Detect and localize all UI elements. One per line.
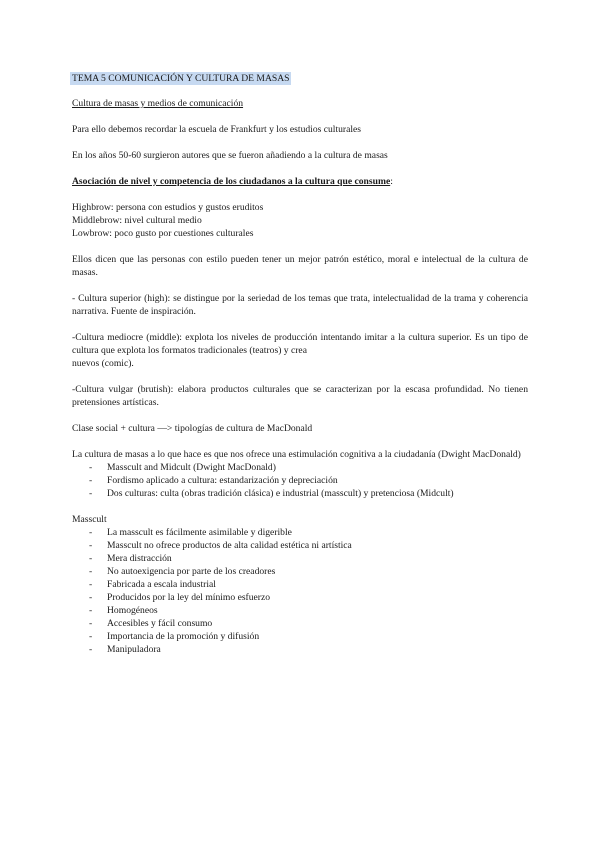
list-item: - Masscult no ofrece productos de alta calidad estética ni artística bbox=[89, 540, 352, 551]
dash-bullet: - bbox=[89, 605, 93, 616]
list-item: - La masscult es fácilmente asimilable y digerible bbox=[89, 527, 292, 538]
list-item: - Dos culturas: culta (obras tradición clásica) e industrial (masscult) y pretenciosa (Midcult) bbox=[89, 488, 454, 499]
level-highbrow: Highbrow: persona con estudios y gustos eruditos bbox=[72, 202, 264, 213]
paragraph-3-bold: Asociación de nivel y competencia de los ciudadanos a la cultura que consume bbox=[72, 176, 391, 187]
list-item: - Homogéneos bbox=[89, 605, 158, 616]
paragraph-6 bbox=[72, 331, 528, 370]
masscult-heading: Masscult bbox=[72, 514, 107, 525]
paragraph-6b: nuevos (comic). bbox=[72, 358, 134, 369]
list-item: - Producidos por la ley del mínimo esfuerzo bbox=[89, 592, 271, 603]
dash-bullet: - bbox=[89, 631, 93, 642]
dash-bullet: - bbox=[89, 475, 93, 486]
paragraph-8: Clase social + cultura —> tipologías de cultura de MacDonald bbox=[72, 423, 313, 434]
dash-bullet: - bbox=[89, 644, 93, 655]
paragraph-7: -Cultura vulgar (brutish): elabora productos culturales que se caracterizan por la escasa profundidad. No tienen pretensiones artísticas. bbox=[72, 384, 528, 408]
dash-bullet: - bbox=[89, 566, 93, 577]
list-item: - Fabricada a escala industrial bbox=[89, 579, 216, 590]
level-middlebrow: Middlebrow: nivel cultural medio bbox=[72, 215, 202, 226]
dash-bullet: - bbox=[89, 592, 93, 603]
dash-bullet: - bbox=[89, 462, 93, 473]
list-macdonald bbox=[72, 461, 528, 500]
paragraph-1: Para ello debemos recordar la escuela de Frankfurt y los estudios culturales bbox=[72, 124, 362, 135]
paragraph-2: En los años 50-60 surgieron autores que se fueron añadiendo a la cultura de masas bbox=[72, 150, 388, 161]
list-masscult bbox=[72, 526, 528, 656]
paragraph-3-tail: : bbox=[390, 176, 393, 187]
document-title: TEMA 5 COMUNICACIÓN Y CULTURA DE MASAS bbox=[72, 73, 290, 84]
dash-bullet: - bbox=[89, 553, 93, 564]
list-item: - Fordismo aplicado a cultura: estandarización y depreciación bbox=[89, 475, 338, 486]
list-item: - Importancia de la promoción y difusión bbox=[89, 631, 260, 642]
level-lowbrow: Lowbrow: poco gusto por cuestiones culturales bbox=[72, 228, 254, 239]
dash-bullet: - bbox=[89, 540, 93, 551]
dash-bullet: - bbox=[89, 527, 93, 538]
paragraph-6a: -Cultura mediocre (middle): explota los niveles de producción intentando imitar a la cultura superior. Es un tipo de cultura que explota los formatos tradicionales (teatros) y crea bbox=[72, 332, 528, 356]
title-line bbox=[72, 72, 528, 85]
dash-bullet: - bbox=[89, 618, 93, 629]
paragraph-4: Ellos dicen que las personas con estilo pueden tener un mejor patrón estético, moral e intelectual de la cultura de masas. bbox=[72, 254, 528, 278]
list-item: - Accesibles y fácil consumo bbox=[89, 618, 213, 629]
paragraph-5: - Cultura superior (high): se distingue por la seriedad de los temas que trata, intelectualidad de la trama y coherencia narrativa. Fuente de inspiración. bbox=[72, 293, 528, 317]
dash-bullet: - bbox=[89, 488, 93, 499]
list-item: - No autoexigencia por parte de los creadores bbox=[89, 566, 276, 577]
paragraph-3 bbox=[72, 175, 528, 188]
list-item: - Masscult and Midcult (Dwight MacDonald) bbox=[89, 462, 276, 473]
document-content bbox=[72, 72, 528, 656]
section-subtitle: Cultura de masas y medios de comunicación bbox=[72, 98, 244, 109]
list-item: - Mera distracción bbox=[89, 553, 172, 564]
levels-block bbox=[72, 201, 528, 240]
paragraph-9: La cultura de masas a lo que hace es que nos ofrece una estimulación cognitiva a la ciudadanía (Dwight MacDonald) bbox=[72, 449, 521, 460]
dash-bullet: - bbox=[89, 579, 93, 590]
list-item: - Manipuladora bbox=[89, 644, 161, 655]
